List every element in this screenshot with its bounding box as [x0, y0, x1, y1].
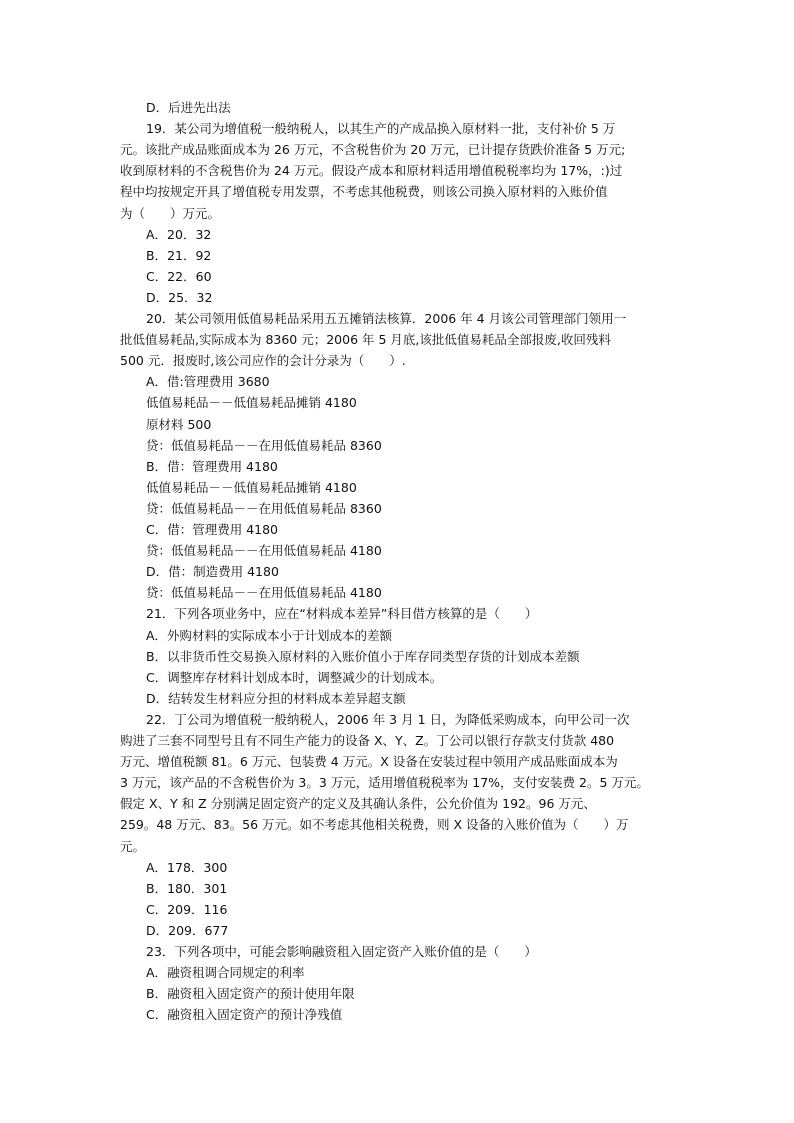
text-line: A．借:管理费用 3680 — [146, 374, 270, 390]
text-line: 收到原材料的不含税售价为 24 万元。假设产成本和原材料适用增值税税率均为 17%，:)过 — [120, 163, 623, 179]
text-line: A．融资租调合同规定的利率 — [146, 965, 305, 981]
text-line: D．209．677 — [146, 922, 229, 938]
text-line: 20．某公司领用低值易耗品采用五五摊销法核算．2006 年 4 月该公司管理部门领用一 — [146, 311, 627, 326]
text-line: 购进了三套不同型号且有不同生产能力的设备 X、Y、Z。丁公司以银行存款支付货款 480 — [120, 733, 615, 748]
text-line: 21．下列各项业务中，应在“材料成本差异”科目借方核算的是（ ） — [146, 606, 538, 622]
text-line: 万元、增值税额 81。6 万元、包装费 4 万元。X 设备在安装过程中领用产成品账面成本为 — [120, 754, 618, 770]
text-line: 22．丁公司为增值税一般纳税人，2006 年 3 月 1 日，为降低采购成本，向甲公司一次 — [146, 711, 630, 727]
text-line: D．25．32 — [146, 289, 213, 305]
text-line: 元。 — [120, 838, 146, 854]
text-line: 贷：低值易耗品－－在用低值易耗品 4180 — [146, 585, 382, 601]
text-line: 贷：低值易耗品－－在用低值易耗品 8360 — [146, 437, 382, 453]
text-line: 259。48 万元、83。56 万元。如不考虑其他相关税费，则 X 设备的入账价值为（ ）万 — [120, 817, 629, 833]
text-line: B．21．92 — [146, 247, 212, 263]
text-line: D．结转发生材料应分担的材料成本差异超支额 — [146, 690, 406, 706]
text-line: C．调整库存材料计划成本时，调整减少的计划成本。 — [146, 669, 443, 685]
text-line: 为（ ）万元。 — [120, 205, 221, 221]
text-line: 低值易耗品－－低值易耗品摊销 4180 — [146, 479, 357, 495]
text-line: 贷：低值易耗品－－在用低值易耗品 4180 — [146, 543, 382, 559]
text-line: D．后进先出法 — [146, 100, 231, 115]
text-line: 元。该批产成品账面成本为 26 万元，不含税售价为 20 万元，已计提存货跌价准备 5 万元; — [120, 142, 626, 158]
text-line: B．借：管理费用 4180 — [146, 458, 278, 474]
text-line: 程中均按规定开具了增值税专用发票，不考虑其他税费，则该公司换入原材料的入账价值 — [120, 184, 608, 200]
text-line: 贷：低值易耗品－－在用低值易耗品 8360 — [146, 500, 382, 516]
text-line: A．外购材料的实际成本小于计划成本的差额 — [146, 627, 393, 643]
text-line: C．22．60 — [146, 268, 212, 284]
text-line: B．180．301 — [146, 880, 228, 896]
text-line: C．借：管理费用 4180 — [146, 522, 279, 537]
text-line: 假定 X、Y 和 Z 分别满足固定资产的定义及其确认条件，公允价值为 192。96 万元、 — [120, 796, 596, 812]
text-line: 3 万元，该产品的不含税售价为 3。3 万元，适用增值税税率为 17%，支付安装费 2。5 万元。 — [120, 775, 649, 791]
text-line: 19．某公司为增值税一般纳税人，以其生产的产成品换入原材料一批，支付补价 5 万 — [146, 121, 616, 137]
text-line: 批低值易耗品,实际成本为 8360 元；2006 年 5 月底,该批低值易耗品全部报废,收回残料 — [120, 332, 611, 348]
text-line: 低值易耗品－－低值易耗品摊销 4180 — [146, 395, 357, 411]
text-line: A．178．300 — [146, 859, 228, 875]
text-line: 原材料 500 — [146, 416, 212, 432]
text-line: C．209．116 — [146, 901, 228, 917]
text-line: A．20．32 — [146, 226, 212, 242]
text-line: C．融资租入固定资产的预计净残值 — [146, 1007, 343, 1023]
text-line: B．以非货币性交易换入原材料的入账价值小于库存同类型存货的计划成本差额 — [146, 648, 580, 664]
text-line: 500 元．报废时,该公司应作的会计分录为（ ）. — [120, 353, 406, 369]
text-line: D．借：制造费用 4180 — [146, 564, 279, 580]
text-line: 23．下列各项中，可能会影响融资租入固定资产入账价值的是（ ） — [146, 944, 537, 959]
text-line: B．融资租入固定资产的预计使用年限 — [146, 986, 355, 1002]
